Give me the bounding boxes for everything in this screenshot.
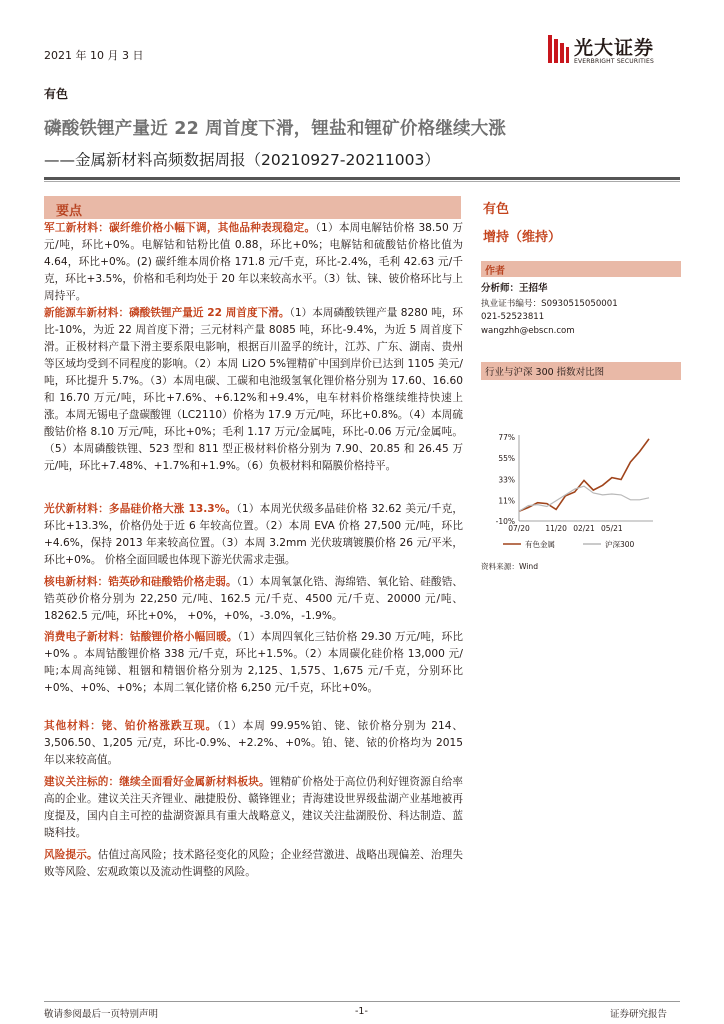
chart-axes bbox=[496, 433, 653, 533]
para-heading: 消费电子新材料：钴酸锂价格小幅回暖。 bbox=[44, 631, 238, 643]
y-tick-label: 55% bbox=[498, 454, 515, 464]
x-tick-label: 11/20 bbox=[545, 524, 567, 533]
para-nuclear bbox=[44, 574, 463, 625]
legend-label-1: 沪深300 bbox=[605, 540, 635, 549]
report-sector: 有色 bbox=[44, 87, 69, 101]
logo-bar-2 bbox=[554, 39, 558, 63]
para-body: （1）本周光伏级多晶硅价格 32.62 美元/千克，环比+13.3%，价格仍处于近 6 年较高位置。（2）本周 EVA 价格 27,500 元/吨，环比+4.6%，保持 2013 年来较高位置。（3）本周 3.2mm 光伏玻璃镀膜价格 26 元/平米，环比+0%。 价格全面回暖也体现下游光伏需求走强。 bbox=[44, 503, 463, 566]
chart-series bbox=[519, 439, 649, 511]
series-line-1 bbox=[519, 486, 649, 511]
para-body: （1）本周电解钴价格 38.50 万元/吨，环比+0%。电解钴和钴粉比值 0.88，环比+0%；电解钴和硫酸钴价格比值为 4.64，环比+0%。(2) 碳纤维本周价格 171.8 元/千克，环比-2.4%，毛利 42.63 元/千克，环比+3.5%，价格和毛利均处于 20 年以来较高水平。（3）钛、铼、铍价格环比与上周持平。 bbox=[44, 222, 463, 302]
y-tick-label: 11% bbox=[498, 496, 515, 506]
report-subtitle: ——金属新材料高频数据周报（20210927-20211003） bbox=[44, 151, 440, 169]
series-line-0 bbox=[519, 439, 649, 511]
page-number: -1- bbox=[355, 1006, 368, 1017]
para-heading: 建议关注标的：继续全面看好金属新材料板块。 bbox=[44, 776, 270, 788]
para-military bbox=[44, 220, 463, 305]
para-heading: 军工新材料：碳纤维价格小幅下调，其他品种表现稳定。 bbox=[44, 222, 316, 234]
para-body: （1）本周四氧化三钴价格 29.30 万元/吨，环比+0% 。本周钴酸锂价格 338 元/千克，环比+1.5%。（2）本周碳化硅价格 13,000 元/吨;本周高纯锑、粗铟和精铟价格分别为 2,125、1,575、1,675 元/千克，分别环比+0%、+0%、+0%；本周二氧化锗价格 6,250 元/千克，环比+0%。 bbox=[44, 631, 464, 694]
sidebar-sector: 有色 bbox=[483, 202, 510, 217]
footer-disclaimer[interactable]: 敬请参阅最后一页特别声明 bbox=[44, 1009, 159, 1020]
para-consumer-electronics bbox=[44, 629, 463, 697]
para-other-materials bbox=[44, 718, 463, 769]
para-recommendations bbox=[44, 774, 463, 842]
x-tick-label: 02/21 bbox=[573, 524, 595, 533]
x-tick-label: 05/21 bbox=[601, 524, 623, 533]
para-heading: 其他材料：铑、铂价格涨跌互现。 bbox=[44, 720, 218, 732]
para-body: （1）本周氧氯化锆、海绵锆、氧化铪、硅酸锆、锆英砂价格分别为 22,250 元/吨、162.5 元/千克、4500 元/千克、20000 元/吨、18262.5 元/吨，环比+0%， +0%，+0%，-3.0%，-1.9%。 bbox=[44, 576, 463, 622]
sidebar-rating: 增持（维持） bbox=[483, 230, 562, 245]
index-comparison-chart bbox=[481, 425, 681, 555]
author-label: 作者 bbox=[485, 266, 505, 277]
report-date: 2021 年 10 月 3 日 bbox=[44, 49, 144, 62]
y-tick-label: 77% bbox=[498, 433, 515, 442]
analyst-email[interactable]: wangzhh@ebscn.com bbox=[481, 326, 575, 336]
logo-bar-3 bbox=[560, 43, 564, 63]
para-body: （1）本周 99.95%铂、铑、铱价格分别为 214、3,506.50、1,205 元/克，环比-0.9%、+2.2%、+0%。铂、铑、铱的价格均为 2015 年以来较高值。 bbox=[44, 720, 463, 766]
para-heading: 新能源车新材料：磷酸铁锂产量近 22 周首度下滑。 bbox=[44, 307, 290, 319]
logo-bar-4 bbox=[566, 47, 569, 63]
key-points-label: 要点 bbox=[56, 204, 83, 219]
logo-bar-1 bbox=[548, 35, 552, 63]
para-body: 估值过高风险；技术路径变化的风险；企业经营激进、战略出现偏差、治理失败等风险、宏观政策以及流动性调整的风险。 bbox=[44, 849, 464, 878]
author-banner bbox=[481, 261, 681, 277]
para-heading: 光伏新材料：多晶硅价格大涨 13.3%。 bbox=[44, 503, 237, 515]
legend-label-0: 有色金属 bbox=[525, 540, 555, 549]
title-rule bbox=[44, 177, 680, 180]
para-heading: 核电新材料：锆英砂和硅酸锆价格走弱。 bbox=[44, 576, 237, 588]
chart-caption: 行业与沪深 300 指数对比图 bbox=[485, 367, 605, 378]
report-title: 磷酸铁锂产量近 22 周首度下滑，锂盐和锂矿价格继续大涨 bbox=[44, 119, 507, 139]
chart-source: 资料来源：Wind bbox=[481, 562, 539, 571]
chart-legend bbox=[503, 539, 635, 549]
para-heading: 风险提示。 bbox=[44, 849, 98, 861]
logo-subtitle: EVERBRIGHT SECURITIES bbox=[574, 58, 654, 65]
analyst-phone: 021-52523811 bbox=[481, 312, 545, 322]
everbright-logo bbox=[546, 33, 570, 65]
para-body: （1）本周磷酸铁锂产量 8280 吨，环比-10%，为近 22 周首度下滑；三元材料产量 8085 吨，环比-9.4%，为近 5 周首度下滑。正极材料产量下滑主要系限电影响，根据百川盈孚的统计，江苏、广东、湖南、贵州等区域均受到不同程度的影响。（2）本周 Li2O 5%锂精矿中国到岸价已达到 1105 美元/吨，环比提升 5.7%。（3）本周电碳、工碳和电池级氢氧化锂价格分别为 17.60、16.60 和 16.70 万元/吨，环比+7.6%、+6.12%和+9.4%，电车材料价格继续维持快速上涨。本周无锡电子盘碳酸锂（LC2110）价格为 17.9 万元/吨，环比+0.8%。（4）本周硫酸钴价格 8.10 万元/吨，环比+0%；毛利 1.17 万元/金属吨，环比-0.06 万元/金属吨。（5）本周磷酸铁锂、523 型和 811 型正极材料价格分别为 7.90、20.85 和 26.45 万元/吨，环比+7.48%、+1.7%和+1.9%。（6）负极材料和隔膜价格持平。 bbox=[44, 307, 463, 472]
x-tick-label: 07/20 bbox=[508, 524, 530, 533]
footer-report-type: 证券研究报告 bbox=[610, 1009, 668, 1020]
para-new-energy bbox=[44, 305, 463, 475]
para-photovoltaic bbox=[44, 501, 463, 569]
logo-name: 光大证券 bbox=[574, 37, 655, 59]
para-body: 锂精矿价格处于高位仍利好锂资源自给率高的企业。建议关注天齐锂业、融捷股份、赣锋锂业；青海建设世界级盐湖产业基地被再度提及，国内自主可控的盐湖资源具有重大战略意义，建议关注盐湖股份、科达制造、蓝晓科技。 bbox=[44, 776, 464, 839]
key-points-banner bbox=[44, 196, 461, 219]
title-rule-thin bbox=[44, 181, 680, 182]
y-tick-label: 33% bbox=[498, 475, 515, 485]
analyst-name: 分析师：王招华 bbox=[481, 283, 548, 294]
analyst-cert: 执业证书编号：S0930515050001 bbox=[481, 299, 618, 309]
y-tick-label: -10% bbox=[495, 517, 515, 526]
footer-rule bbox=[44, 1001, 680, 1002]
para-risks bbox=[44, 847, 463, 881]
